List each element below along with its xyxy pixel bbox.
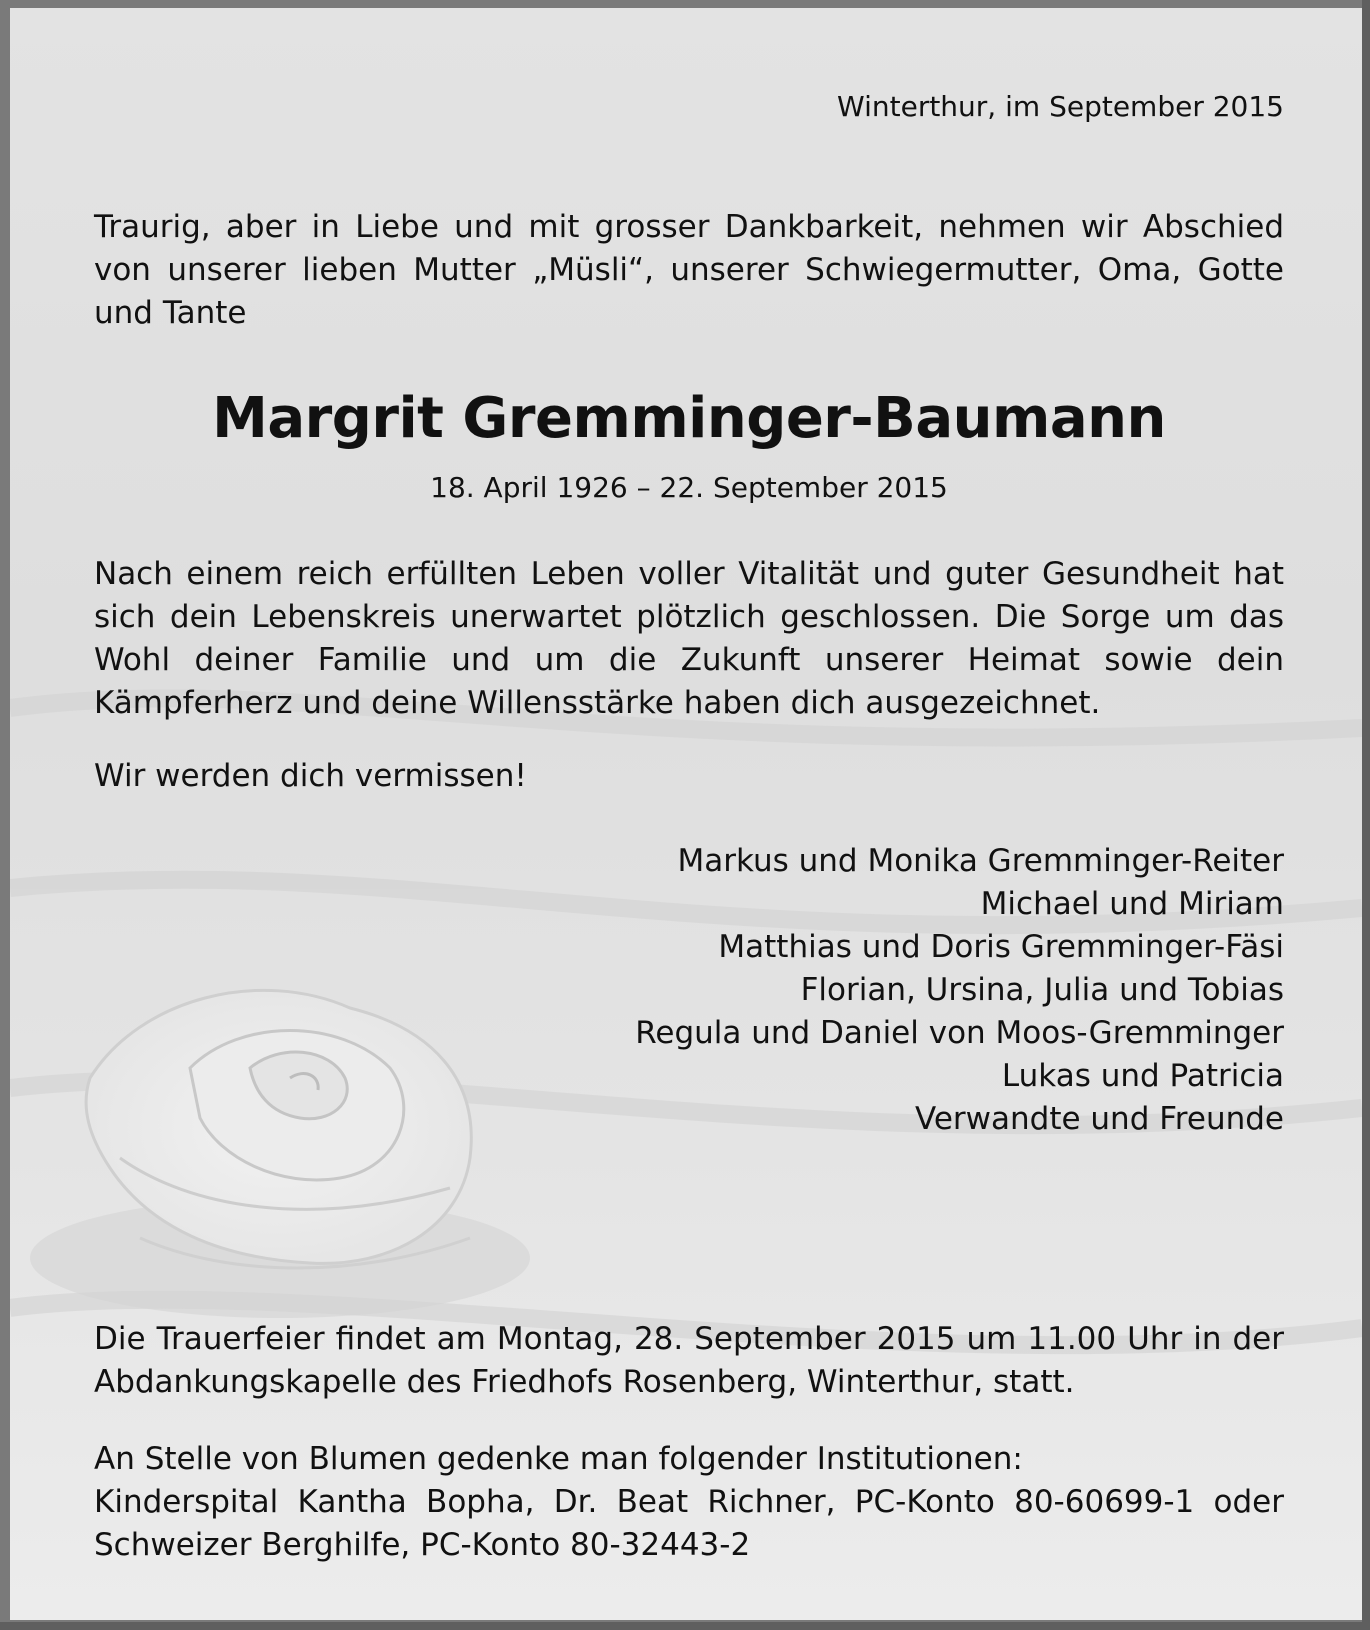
obituary-page <box>10 8 1362 1620</box>
signer-line: Florian, Ursina, Julia und Tobias <box>800 972 1284 1008</box>
signer-line: Markus und Monika Gremminger-Reiter <box>677 843 1284 879</box>
frame-bottom-edge <box>0 1622 1370 1630</box>
donation-heading: An Stelle von Blumen gedenke man folgender Institutionen: <box>94 1441 1023 1477</box>
signer-line: Michael und Miriam <box>980 886 1284 922</box>
signer-line: Lukas und Patricia <box>1001 1058 1284 1094</box>
miss-you-text: Wir werden dich vermissen! <box>94 758 527 794</box>
donation-line: Kinderspital Kantha Bopha, Dr. Beat Richner, PC-Konto 80-60699-1 oder <box>94 1484 1284 1520</box>
frame-right-edge <box>1362 0 1370 1630</box>
donation-line: Schweizer Berghilfe, PC-Konto 80-32443-2 <box>94 1527 751 1563</box>
donation-info <box>94 1438 1284 1567</box>
ceremony-info: Die Trauerfeier findet am Montag, 28. September 2015 um 11.00 Uhr in der Abdankungskapelle des Friedhofs Rosenberg, Winterthur, statt. <box>94 1321 1284 1400</box>
dateline: Winterthur, im September 2015 <box>837 90 1284 123</box>
tribute-text: Nach einem reich erfüllten Leben voller Vitalität und guter Gesundheit hat sich dein Lebenskreis unerwartet plötzlich geschlossen. Die Sorge um das Wohl deiner Familie und um die Zukunft unserer Heimat sowie dein Kämpferherz und deine Willensstärke haben dich ausgezeichnet. <box>94 556 1284 721</box>
life-dates: 18. April 1926 – 22. September 2015 <box>430 471 948 504</box>
signer-line: Matthias und Doris Gremminger-Fäsi <box>718 929 1284 965</box>
signers-list <box>484 840 1284 1141</box>
intro-text: Traurig, aber in Liebe und mit grosser Dankbarkeit, nehmen wir Abschied von unserer lieben Mutter „Müsli“, unserer Schwiegermutter, Oma, Gotte und Tante <box>94 209 1284 331</box>
signer-line: Verwandte und Freunde <box>915 1101 1284 1137</box>
signer-line: Regula und Daniel von Moos-Gremminger <box>635 1015 1284 1051</box>
deceased-name: Margrit Gremminger-Baumann <box>212 386 1166 451</box>
